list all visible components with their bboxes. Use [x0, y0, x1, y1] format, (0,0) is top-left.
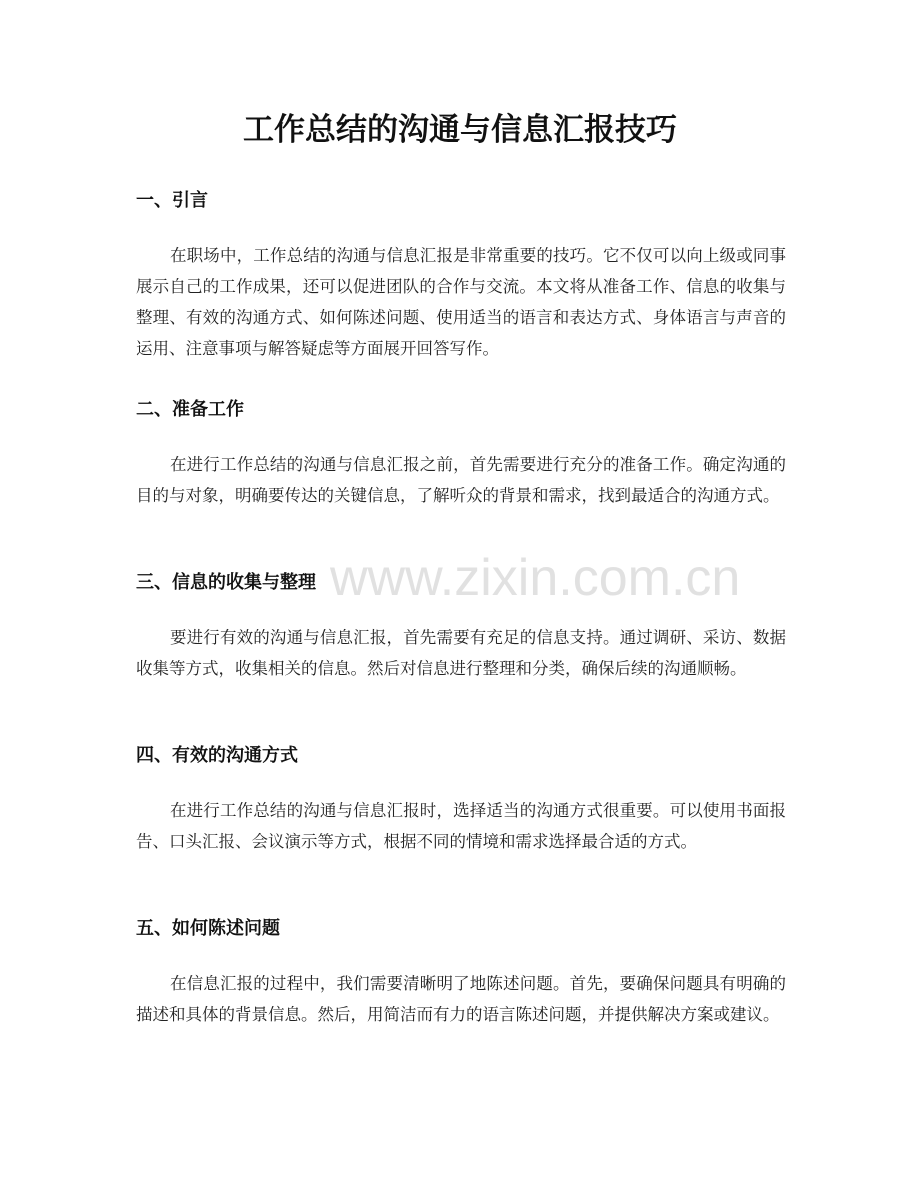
section-paragraph: 要进行有效的沟通与信息汇报，首先需要有充足的信息支持。通过调研、采访、数据收集等方式，收集相关的信息。然后对信息进行整理和分类，确保后续的沟通顺畅。	[136, 628, 786, 678]
section-stating-problems	[136, 916, 786, 1030]
section-paragraph: 在职场中，工作总结的沟通与信息汇报是非常重要的技巧。它不仅可以向上级或同事展示自己的工作成果，还可以促进团队的合作与交流。本文将从准备工作、信息的收集与整理、有效的沟通方式、如何陈述问题、使用适当的语言和表达方式、身体语言与声音的运用、注意事项与解答疑虑等方面展开回答写作。	[136, 246, 786, 358]
section-introduction	[136, 188, 786, 364]
section-paragraph: 在进行工作总结的沟通与信息汇报之前，首先需要进行充分的准备工作。确定沟通的目的与对象，明确要传达的关键信息，了解听众的背景和需求，找到最适合的沟通方式。	[136, 455, 786, 505]
section-information-gathering	[136, 570, 786, 684]
section-heading: 二、准备工作	[136, 399, 244, 420]
document-title: 工作总结的沟通与信息汇报技巧	[243, 112, 677, 148]
section-heading: 四、有效的沟通方式	[136, 745, 298, 766]
section-heading: 五、如何陈述问题	[136, 918, 280, 939]
section-preparation	[136, 397, 786, 511]
section-heading: 三、信息的收集与整理	[136, 572, 316, 593]
section-paragraph: 在进行工作总结的沟通与信息汇报时，选择适当的沟通方式很重要。可以使用书面报告、口头汇报、会议演示等方式，根据不同的情境和需求选择最合适的方式。	[136, 801, 786, 851]
watermark-text: www.zixin.com.cn	[330, 549, 741, 607]
section-effective-communication	[136, 743, 786, 857]
section-paragraph: 在信息汇报的过程中，我们需要清晰明了地陈述问题。首先，要确保问题具有明确的描述和具体的背景信息。然后，用简洁而有力的语言陈述问题，并提供解决方案或建议。	[136, 974, 786, 1024]
section-heading: 一、引言	[136, 190, 208, 211]
